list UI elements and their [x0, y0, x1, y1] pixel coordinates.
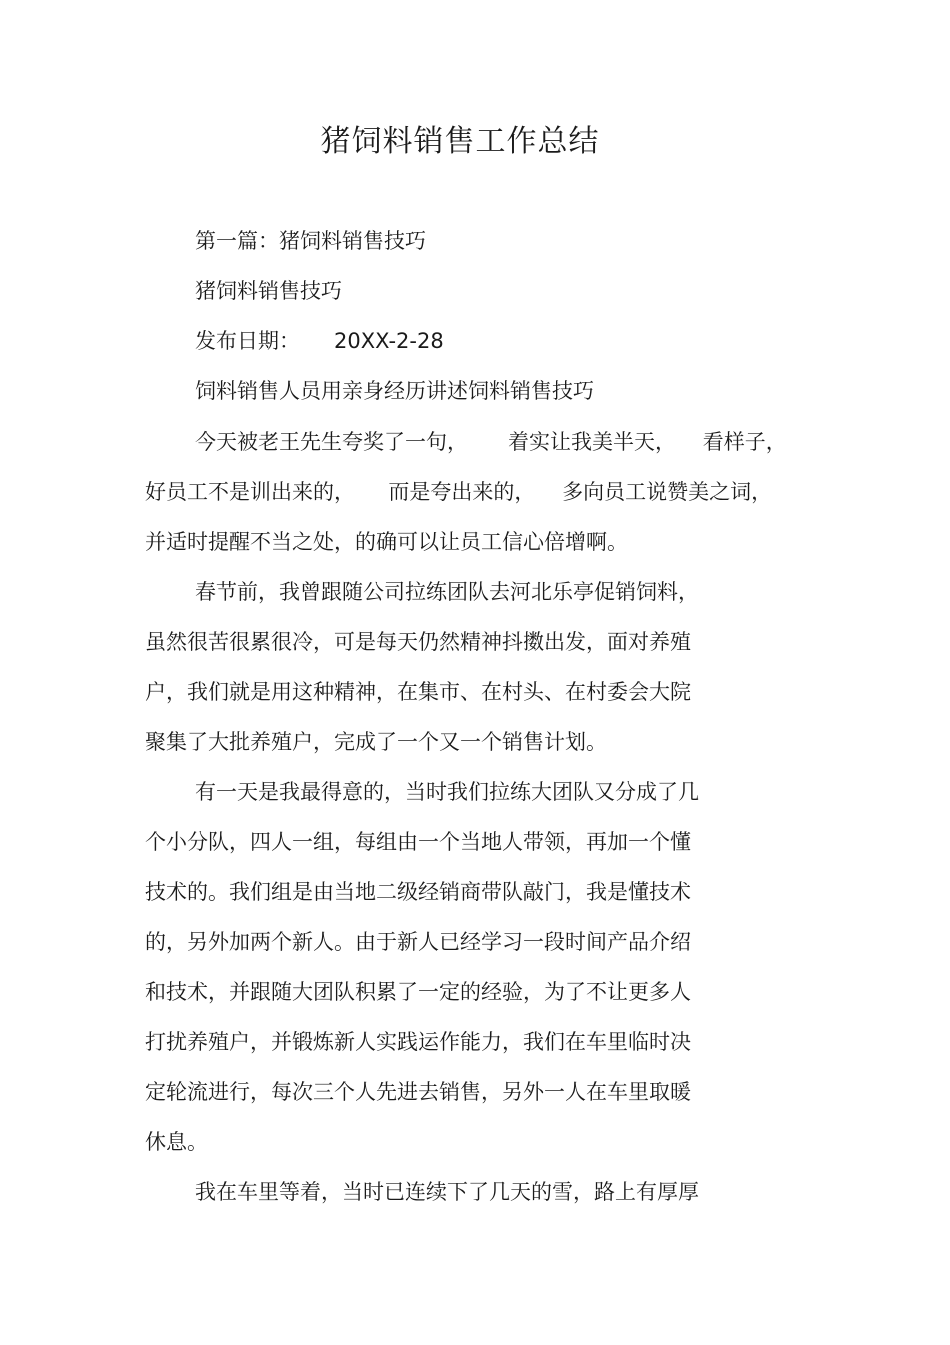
paragraph-line: 定轮流进行，每次三个人先进去销售，另外一人在车里取暖: [145, 1080, 691, 1104]
paragraph-line: 户，我们就是用这种精神，在集市、在村头、在村委会大院: [145, 680, 691, 704]
paragraph-line: 并适时提醒不当之处，的确可以让员工信心倍增啊。: [145, 530, 628, 554]
paragraph-line: 休息。: [145, 1130, 208, 1154]
paragraph-line: 好员工不是训出来的， 而是夸出来的， 多向员工说赞美之词，: [145, 480, 773, 504]
paragraph-line: 今天被老王先生夸奖了一句， 着实让我美半天， 看样子，: [195, 430, 787, 454]
paragraph-line: 有一天是我最得意的，当时我们拉练大团队又分成了几: [195, 780, 699, 804]
publish-date: [195, 326, 444, 356]
paragraph-line: 技术的。我们组是由当地二级经销商带队敲门，我是懂技术: [145, 880, 691, 904]
paragraph-line: 打扰养殖户，并锻炼新人实践运作能力，我们在车里临时决: [145, 1030, 691, 1054]
chapter-heading: 第一篇：猪饲料销售技巧: [195, 229, 426, 253]
paragraph-line: 虽然很苦很累很冷，可是每天仍然精神抖擞出发，面对养殖: [145, 630, 691, 654]
paragraph-line: 聚集了大批养殖户，完成了一个又一个销售计划。: [145, 730, 607, 754]
paragraph-line: 春节前，我曾跟随公司拉练团队去河北乐亭促销饲料，: [195, 580, 699, 604]
intro-line: 饲料销售人员用亲身经历讲述饲料销售技巧: [195, 379, 594, 403]
paragraph-line: 和技术，并跟随大团队积累了一定的经验，为了不让更多人: [145, 980, 691, 1004]
paragraph-line: 的，另外加两个新人。由于新人已经学习一段时间产品介绍: [145, 930, 691, 954]
article-title: 猪饲料销售技巧: [195, 279, 342, 303]
publish-date-label: 发布日期：: [195, 329, 300, 353]
publish-date-value: 20XX-2-28: [334, 329, 444, 353]
paragraph-line: 我在车里等着，当时已连续下了几天的雪，路上有厚厚: [195, 1180, 699, 1204]
document-title: 猪饲料销售工作总结: [320, 124, 600, 159]
paragraph-line: 个小分队，四人一组，每组由一个当地人带领，再加一个懂: [145, 830, 691, 854]
